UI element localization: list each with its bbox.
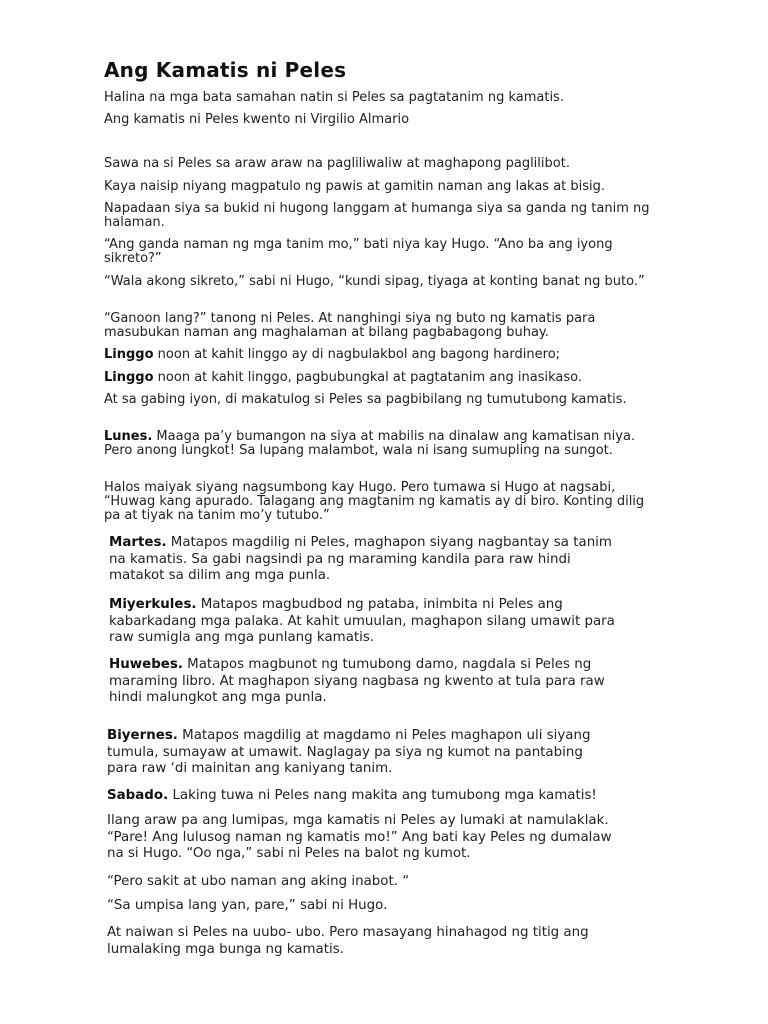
paragraph-text: noon at kahit linggo, pagbubungkal at pagtatanim ang inasikaso. [153,370,583,385]
paragraph-text: Ilang araw pa ang lumipas, mga kamatis ni Peles ay lumaki at namulaklak. “Pare! Ang lulusog naman ng kamatis mo!” Ang bati kay Peles ng dumalaw na si Hugo. “Oo nga,” sabi ni Peles na balot ng kumot. [107,813,612,861]
paragraph-text: Laking tuwa ni Peles nang makita ang tumubong mga kamatis! [168,788,597,803]
day-label: Biyernes. [107,728,178,743]
story-paragraph [107,728,617,778]
paragraph-text: “Ang ganda naman ng mga tanim mo,” bati niya kay Hugo. “Ano ba ang iyong sikreto?” [104,237,613,266]
day-label: Lunes. [104,429,153,444]
story-paragraph [107,788,617,805]
day-label: Miyerkules. [109,597,197,612]
day-label: Linggo [104,347,154,362]
paragraph-text: At naiwan si Peles na uubo- ubo. Pero masayang hinahagod ng titig ang lumalaking mga bunga ng kamatis. [107,925,589,957]
story-paragraph [107,813,617,863]
story-paragraph [109,597,619,647]
story-paragraph [104,238,664,266]
paragraph-text: “Sa umpisa lang yan, pare,” sabi ni Hugo. [107,898,388,913]
day-label: Sabado. [107,788,169,803]
day-label: Martes. [109,535,167,550]
paragraph-text: Sawa na si Peles sa araw araw na pagliliwaliw at maghapong paglilibot. [104,156,570,171]
paragraph-text: Napadaan siya sa bukid ni hugong langgam at humanga siya sa ganda ng tanim ng halaman. [104,201,650,230]
story-paragraph [104,180,664,194]
day-label: Huwebes. [109,657,183,672]
story-paragraph [107,874,617,891]
story-paragraph [104,157,664,171]
story-paragraph [104,312,664,340]
paragraph-text: Matapos magbudbod ng pataba, inimbita ni Peles ang kabarkadang mga palaka. At kahit umuulan, maghapon silang umawit para raw sumigla ang mga punlang kamatis. [109,597,615,645]
paragraph-text: Kaya naisip niyang magpatulo ng pawis at gamitin naman ang lakas at bisig. [104,179,606,194]
page-title: Ang Kamatis ni Peles [104,58,347,82]
day-label: Linggo [104,370,154,385]
paragraph-text: noon at kahit linggo ay di nagbulakbol ang bagong hardinero; [153,347,561,362]
story-paragraph [104,371,664,385]
intro-line: Halina na mga bata samahan natin si Peles sa pagtatanim ng kamatis. [104,90,564,105]
story-paragraph [109,657,619,707]
story-paragraph [107,925,617,958]
paragraph-text: Matapos magdilig at magdamo ni Peles maghapon uli siyang tumula, sumayaw at umawit. Naglagay pa siya ng kumot na pantabing para raw ‘di mainitan ang kaniyang tanim. [107,728,591,776]
paragraph-text: Halos maiyak siyang nagsumbong kay Hugo. Pero tumawa si Hugo at nagsabi, “Huwag kang apurado. Talagang ang magtanim ng kamatis ay di biro. Konting dilig pa at tiyak na tanim mo’y tutubo.” [104,480,645,523]
story-paragraph [107,898,617,915]
paragraph-text: “Ganoon lang?” tanong ni Peles. At nanghingi siya ng buto ng kamatis para masubukan naman ang maghalaman at bilang pagbabagong buhay. [104,311,596,340]
intro-line: Ang kamatis ni Peles kwento ni Virgilio Almario [104,112,410,127]
paragraph-text: Matapos magdilig ni Peles, maghapon siyang nagbantay sa tanim na kamatis. Sa gabi nagsindi pa ng maraming kandila para raw hindi matakot sa dilim ang mga punla. [109,535,612,583]
paragraph-text: Maaga pa’y bumangon na siya at mabilis na dinalaw ang kamatisan niya. Pero anong lungkot! Sa lupang malambot, wala ni isang sumupling na sungot. [104,429,636,458]
story-paragraph [109,535,619,585]
paragraph-text: “Pero sakit at ubo naman ang aking inabot. “ [107,874,410,889]
story-paragraph [104,202,664,230]
paragraph-text: “Wala akong sikreto,” sabi ni Hugo, “kundi sipag, tiyaga at konting banat ng buto.” [104,274,645,289]
story-paragraph [104,348,664,362]
story-paragraph [104,393,664,407]
story-paragraph [104,275,664,289]
paragraph-text: Matapos magbunot ng tumubong damo, nagdala si Peles ng maraming libro. At maghapon siyang nagbasa ng kwento at tula para raw hindi malungkot ang mga punla. [109,657,605,705]
story-paragraph [104,481,664,523]
story-paragraph [104,430,664,458]
paragraph-text: At sa gabing iyon, di makatulog si Peles sa pagbibilang ng tumutubong kamatis. [104,392,627,407]
